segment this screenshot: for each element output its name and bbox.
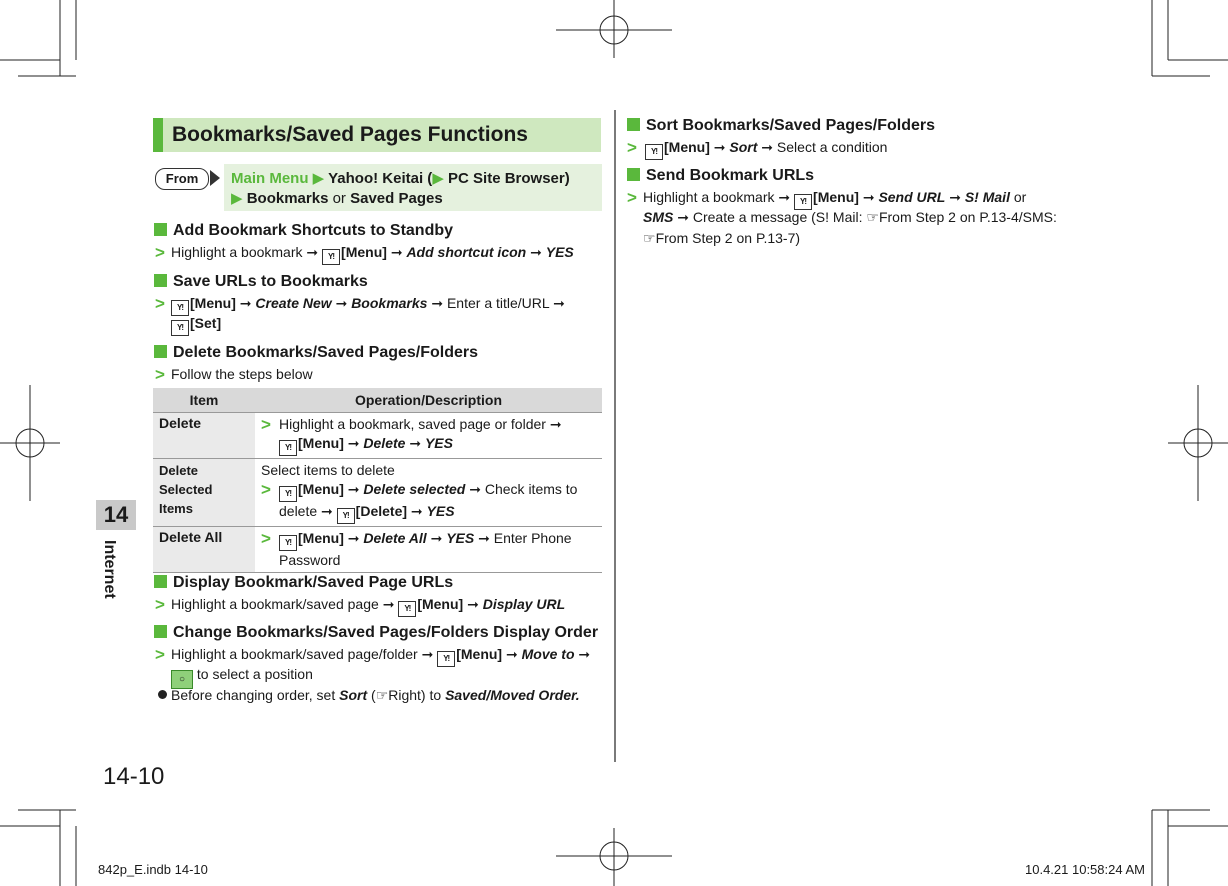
step-display-urls: Highlight a bookmark/saved page ➞ Y! [Menu] ➞ Display URL [171, 595, 565, 617]
delete-intro: Follow the steps below [171, 366, 313, 382]
reference-hand-icon: ☞ [643, 230, 656, 246]
reference-hand-icon: ☞ [375, 687, 389, 703]
column-header-operation: Operation/Description [255, 388, 602, 413]
menu-key-icon: Y! [279, 535, 297, 551]
reference-hand-icon: ☞ [866, 209, 879, 225]
footer-timestamp: 10.4.21 10:58:24 AM [1025, 862, 1145, 877]
navigation-path: Main Menu ▶ Yahoo! Keitai (▶ PC Site Browser) ▶ Bookmarks or Saved Pages [224, 164, 602, 211]
table-row: Delete > Highlight a bookmark, saved page or folder ➞ Y! [Menu] ➞ Delete ➞ YES [153, 413, 602, 459]
step-sort: Y! [Menu] ➞ Sort ➞ Select a condition [645, 138, 887, 160]
menu-key-icon: Y! [437, 651, 455, 667]
menu-key-icon: Y! [279, 486, 297, 502]
menu-key-icon: Y! [398, 601, 416, 617]
menu-key-icon: Y! [171, 300, 189, 316]
menu-key-icon: Y! [794, 194, 812, 210]
section-heading-add-shortcuts: Add Bookmark Shortcuts to Standby [154, 222, 453, 240]
step-save-urls: Y! [Menu] ➞ Create New ➞ Bookmarks ➞ Enter a title/URL ➞ [171, 294, 565, 316]
section-heading-sort: Sort Bookmarks/Saved Pages/Folders [627, 117, 935, 135]
from-tag: From [155, 168, 209, 190]
triangle-icon: ▶ [231, 190, 243, 207]
step-change-order: Highlight a bookmark/saved page/folder ➞ Y! [Menu] ➞ Move to ➞ [171, 645, 590, 667]
chapter-name: Internet [101, 540, 118, 599]
step-add-shortcuts: Highlight a bookmark ➞ Y! [Menu] ➞ Add shortcut icon ➞ YES [171, 243, 574, 265]
menu-key-icon: Y! [337, 508, 355, 524]
step-send: Highlight a bookmark ➞ Y! [Menu] ➞ Send URL ➞ S! Mail or [643, 188, 1026, 210]
triangle-icon: ▶ [432, 170, 444, 187]
menu-key-icon: Y! [645, 144, 663, 160]
footer-file: 842p_E.indb 14-10 [98, 862, 208, 877]
section-heading-display-urls: Display Bookmark/Saved Page URLs [154, 574, 453, 592]
menu-key-icon: Y! [279, 440, 297, 456]
from-arrow-icon [210, 170, 220, 186]
menu-key-icon: Y! [322, 249, 340, 265]
chapter-number: 14 [96, 500, 136, 530]
table-row: Delete Selected Items Select items to delete > Y! [Menu] ➞ Delete selected ➞ Check items to delete ➞ Y! [Delete] ➞ YES [153, 459, 602, 527]
table-row: Delete All > Y! [Menu] ➞ Delete All ➞ YES ➞ Enter Phone Password [153, 527, 602, 573]
delete-operations-table [153, 388, 602, 573]
column-header-item: Item [153, 388, 255, 413]
column-divider [614, 110, 616, 762]
page-title: Bookmarks/Saved Pages Functions [172, 123, 528, 146]
page-title-bar [153, 118, 601, 152]
note-change-order: Before changing order, set Sort (☞Right) to Saved/Moved Order. [171, 687, 580, 703]
section-heading-delete: Delete Bookmarks/Saved Pages/Folders [154, 344, 478, 362]
section-heading-send: Send Bookmark URLs [627, 167, 814, 185]
section-heading-change-order: Change Bookmarks/Saved Pages/Folders Display Order [154, 624, 598, 642]
triangle-icon: ▶ [312, 170, 325, 187]
menu-key-icon: Y! [171, 320, 189, 336]
bullet-icon [158, 690, 167, 699]
navigation-key-icon: ○ [171, 670, 193, 689]
section-heading-save-urls: Save URLs to Bookmarks [154, 273, 368, 291]
page-number: 14-10 [103, 763, 165, 790]
